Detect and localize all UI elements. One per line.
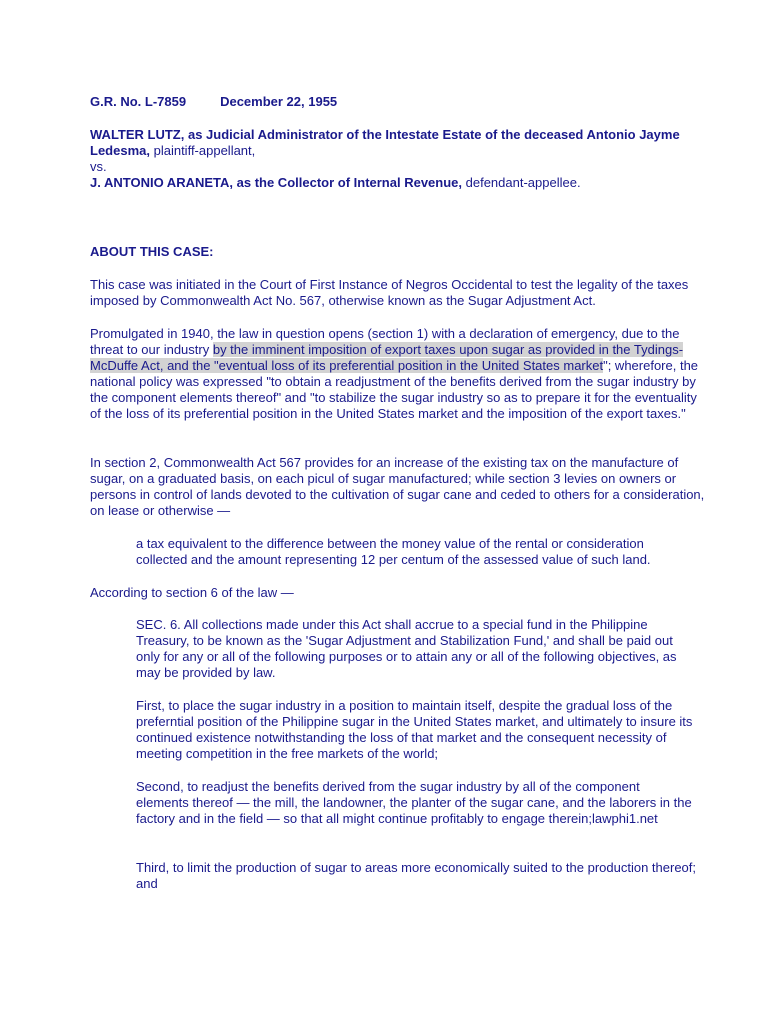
- about-heading: ABOUT THIS CASE:: [90, 244, 214, 259]
- versus-text: vs.: [90, 159, 107, 174]
- paragraph-2-end: "; wherefore, the national policy was expressed "to obtain a readjustment of the benefits derived from the sugar industry by the component elements thereof" and "to stabilize the sugar industry so as to prepare it for the eventuality of the loss of its preferential position in the United States market and the imposition of the export taxes.": [90, 358, 699, 421]
- plaintiff-role: plaintiff-appellant,: [149, 143, 256, 158]
- paragraph-2: [90, 326, 710, 422]
- defendant-name: J. ANTONIO ARANETA, as the Collector of Internal Revenue,: [90, 175, 463, 190]
- quote-third: Third, to limit the production of sugar to areas more economically suited to the production thereof; and: [136, 860, 697, 891]
- paragraph-2-start: Promulgated in 1940, the law in question opens (section 1) with a declaration of emergency, due to the threat to our industry: [90, 326, 680, 357]
- highlighted-text[interactable]: by the imminent imposition of export taxes upon sugar as provided in the Tydings-McDuffe Act, and the "eventual loss of its preferential position in the United States market: [90, 342, 684, 373]
- paragraph-4: According to section 6 of the law —: [90, 585, 294, 600]
- quote-sec6: SEC. 6. All collections made under this Act shall accrue to a special fund in the Philippine Treasury, to be known as the 'Sugar Adjustment and Stabilization Fund,' and shall be paid out only for any or all of the following purposes or to attain any or all of the following objectives, as may be provided by law.: [136, 617, 677, 680]
- quote-first: First, to place the sugar industry in a position to maintain itself, despite the gradual loss of the preferntial position of the Philippine sugar in the United States market, and ultimately to insure its continued existence notwithstanding the loss of that market and the consequent necessity of meeting competition in the free markets of the world;: [136, 698, 693, 761]
- gr-number: G.R. No. L-7859: [90, 94, 187, 109]
- defendant-role: defendant-appellee.: [462, 175, 581, 190]
- case-header: [90, 94, 710, 110]
- plaintiff-line: [90, 127, 710, 159]
- quote-second: Second, to readjust the benefits derived from the sugar industry by all of the component elements thereof — the mill, the landowner, the planter of the sugar cane, and the laborers in the factory and in the field — so that all might continue profitably to engage therein;lawphi1.net: [136, 779, 692, 826]
- paragraph-1: This case was initiated in the Court of First Instance of Negros Occidental to test the legality of the taxes imposed by Commonwealth Act No. 567, otherwise known as the Sugar Adjustment Act.: [90, 277, 689, 308]
- plaintiff-name: WALTER LUTZ, as Judicial Administrator of the Intestate Estate of the deceased Antonio Jayme Ledesma,: [90, 127, 680, 158]
- paragraph-3: In section 2, Commonwealth Act 567 provides for an increase of the existing tax on the manufacture of sugar, on a graduated basis, on each picul of sugar manufactured; while section 3 levies on owners or persons in control of lands devoted to the cultivation of sugar cane and ceded to others for a consideration, on lease or otherwise —: [90, 455, 705, 518]
- quote-1: a tax equivalent to the difference between the money value of the rental or consideration collected and the amount representing 12 per centum of the assessed value of such land.: [136, 536, 651, 567]
- decision-date: December 22, 1955: [220, 94, 338, 109]
- defendant-line: [90, 175, 710, 191]
